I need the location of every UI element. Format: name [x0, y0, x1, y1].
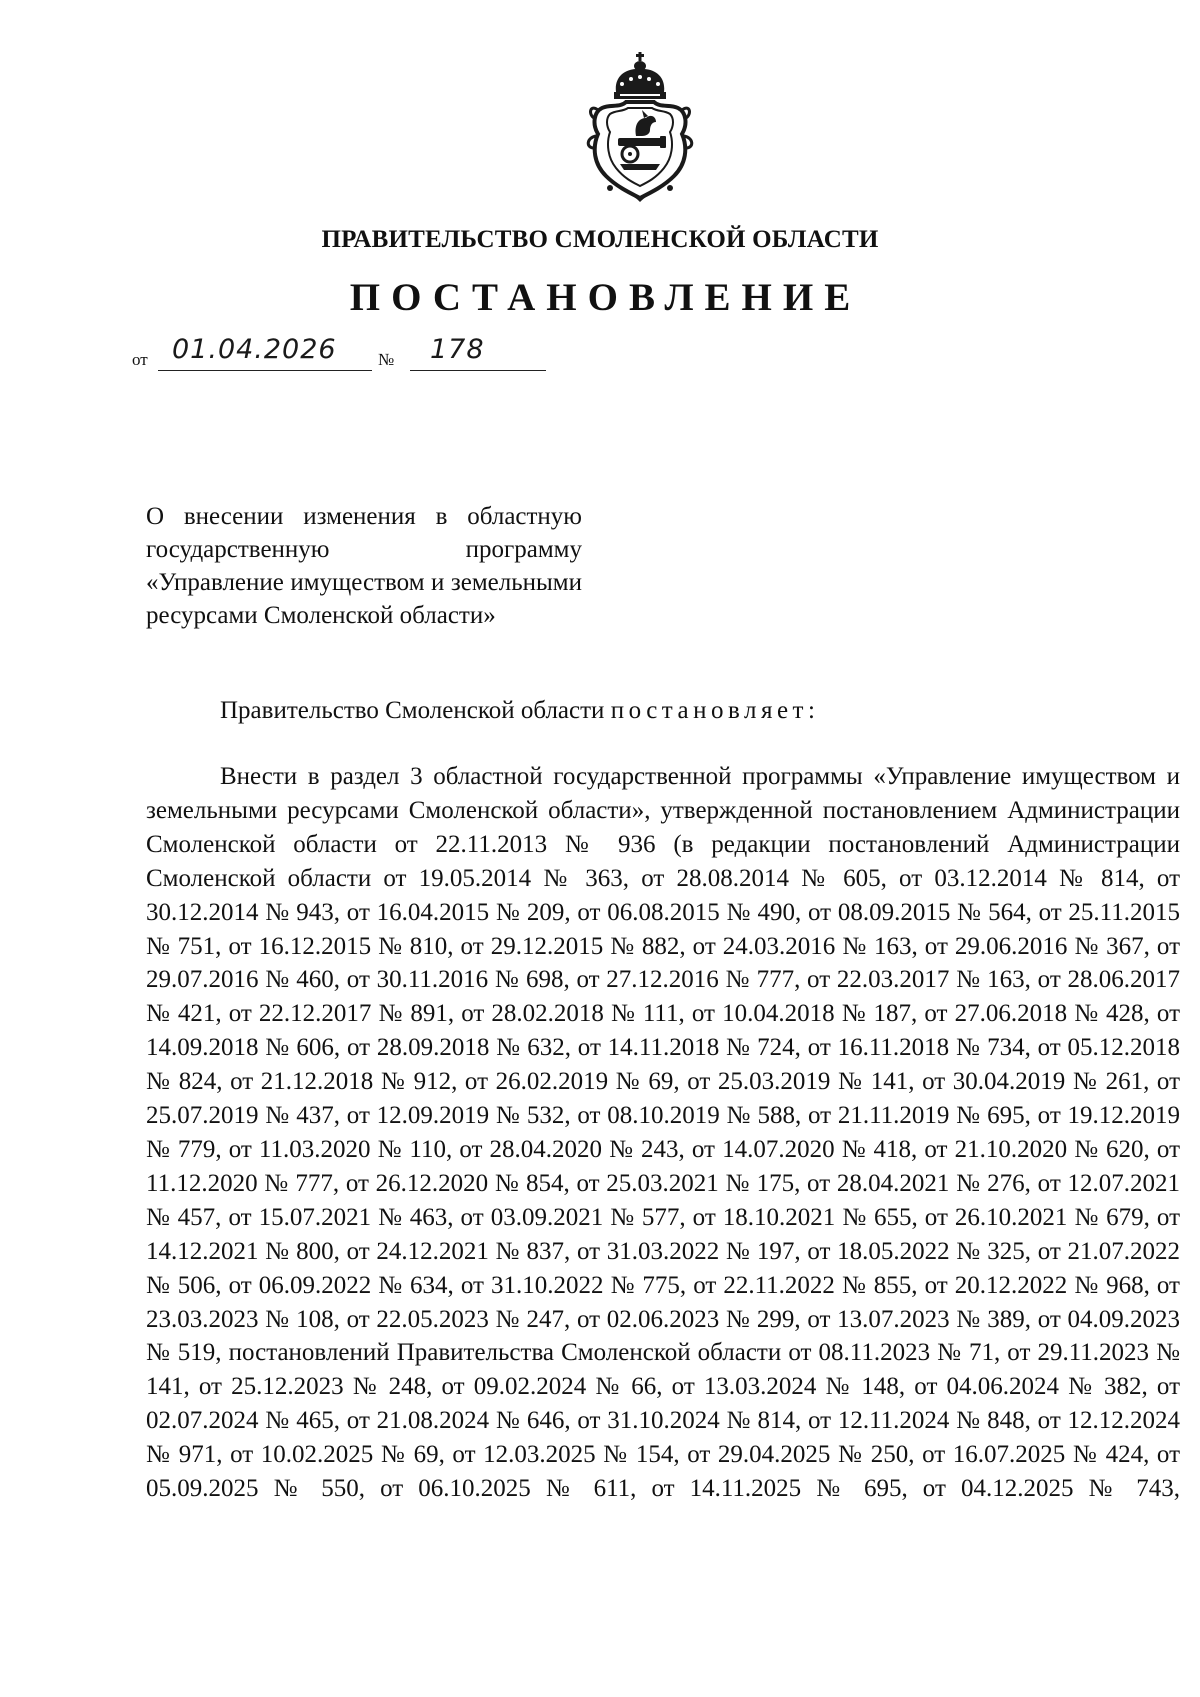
subject-last-line: ресурсами Смоленской области» [146, 602, 496, 629]
date-number-line [132, 334, 572, 374]
preamble-action: постановляет: [610, 697, 820, 724]
date-underline [158, 370, 372, 371]
resolution-body-paragraph: Внести в раздел 3 областной государственной программы «Управление имуществом и земельными ресурсами Смоленской области», утвержденной постановлением Администрации Смоленской области от 22.11.2013 № 936 (в редакции постановлений Администрации Смоленской области от 19.05.2014 № 363, от 28.08.2014 № 605, от 03.12.2014 № 814, от 30.12.2014 № 943, от 16.04.2015 № 209, от 06.08.2015 № 490, от 08.09.2015 № 564, от 25.11.2015 № 751, от 16.12.2015 № 810, от 29.12.2015 № 882, от 24.03.2016 № 163, от 29.06.2016 № 367, от 29.07.2016 № 460, от 30.11.2016 № 698, от 27.12.2016 № 777, от 22.03.2017 № 163, от 28.06.2017 № 421, от 22.12.2017 № 891, от 28.02.2018 № 111, от 10.04.2018 № 187, от 27.06.2018 № 428, от 14.09.2018 № 606, от 28.09.2018 № 632, от 14.11.2018 № 724, от 16.11.2018 № 734, от 05.12.2018 № 824, от 21.12.2018 № 912, от 26.02.2019 № 69, от 25.03.2019 № 141, от 30.04.2019 № 261, от 25.07.2019 № 437, от 12.09.2019 № 532, от 08.10.2019 № 588, от 21.11.2019 № 695, от 19.12.2019 № 779, от 11.03.2020 № 110, от 28.04.2020 № 243, от 14.07.2020 № 418, от 21.10.2020 № 620, от 11.12.2020 № 777, от 26.12.2020 № 854, от 25.03.2021 № 175, от 28.04.2021 № 276, от 12.07.2021 № 457, от 15.07.2021 № 463, от 03.09.2021 № 577, от 18.10.2021 № 655, от 26.10.2021 № 679, от 14.12.2021 № 800, от 24.12.2021 № 837, от 31.03.2022 № 197, от 18.05.2022 № 325, от 21.07.2022 № 506, от 06.09.2022 № 634, от 31.10.2022 № 775, от 22.11.2022 № 855, от 20.12.2022 № 968, от 23.03.2023 № 108, от 22.05.2023 № 247, от 02.06.2023 № 299, от 13.07.2023 № 389, от 04.09.2023 № 519, постановлений Правительства Смоленской области от 08.11.2023 № 71, от 29.11.2023 № 141, от 25.12.2023 № 248, от 09.02.2024 № 66, от 13.03.2024 № 148, от 04.06.2024 № 382, от 02.07.2024 № 465, от 21.08.2024 № 646, от 31.10.2024 № 814, от 12.11.2024 № 848, от 12.12.2024 № 971, от 10.02.2025 № 69, от 12.03.2025 № 154, от 29.04.2025 № 250, от 16.07.2025 № 424, от 05.09.2025 № 550, от 06.10.2025 № 611, от 14.11.2025 № 695, от 04.12.2025 № 743, [146, 763, 1180, 1503]
preamble [220, 697, 819, 725]
handwritten-number: 178 [430, 334, 485, 365]
document-type-heading: ПОСТАНОВЛЕНИЕ [349, 276, 862, 319]
coat-of-arms-emblem-icon [580, 52, 700, 204]
date-from-label: от [132, 350, 148, 369]
handwritten-date: 01.04.2026 [172, 334, 337, 365]
government-title: ПРАВИТЕЛЬСТВО СМОЛЕНСКОЙ ОБЛАСТИ [321, 226, 879, 253]
preamble-text: Правительство Смоленской области [220, 697, 605, 724]
number-underline [410, 370, 546, 371]
subject-text: О внесении изменения в областную государственную программу «Управление имуществом и земельными [146, 503, 582, 596]
document-subject [146, 500, 582, 632]
number-label: № [378, 350, 395, 369]
